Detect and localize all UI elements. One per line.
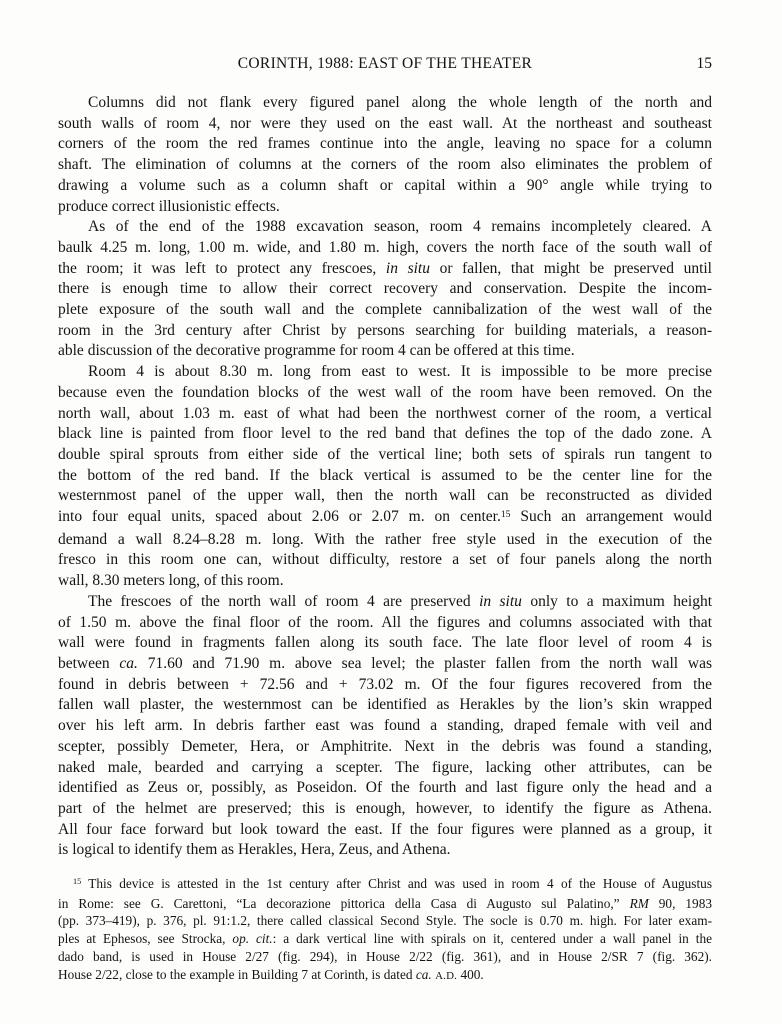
paragraph: [58, 875, 712, 985]
text-segment: baulk 4.25 m. long, 1.00 m. wide, and 1.80 m. high, covers the north face of the south wall of: [58, 238, 712, 256]
text-segment: westernmost panel of the upper wall, then the north wall can be reconstructed as divided: [58, 487, 712, 505]
text-line: [58, 758, 712, 779]
text-line: [58, 134, 712, 155]
text-segment: All four face forward but look toward the east. If the four figures were planned as a group, it: [58, 820, 712, 838]
footnote: [58, 875, 712, 985]
text-line: [58, 875, 712, 895]
page-header: [58, 53, 712, 74]
text-line: [58, 716, 712, 737]
text-segment: demand a wall 8.24–8.28 m. long. With the rather free style used in the execution of the: [58, 530, 712, 548]
text-line: [58, 114, 712, 135]
text-segment: Room 4 is about 8.30 m. long from east to west. It is impossible to be more precise: [88, 363, 712, 381]
text-segment: in situ: [385, 259, 430, 277]
text-line: [58, 799, 712, 820]
body-paragraphs: [58, 93, 712, 861]
text-segment: 71.60 and 71.90 m. above sea level; the plaster fallen from the north wall was: [137, 654, 712, 672]
text-segment: fallen wall plaster, the westernmost can be identified as Herakles by the lion’s skin wrapped: [58, 696, 712, 714]
text-line: [58, 633, 712, 654]
text-segment: double spiral sprouts from either side of the vertical line; both sets of spirals run tangent to: [58, 445, 712, 463]
text-segment: Such an arrangement would: [510, 508, 712, 526]
text-segment: is logical to identify them as Herakles, Hera, Zeus, and Athena.: [58, 841, 451, 859]
text-segment: House 2/22, close to the example in Building 7 at Corinth, is dated: [58, 966, 416, 982]
text-segment: op. cit.: [232, 931, 273, 947]
text-segment: wall, 8.30 meters long, of this room.: [58, 572, 284, 590]
text-line: [58, 571, 712, 592]
text-line: [58, 840, 712, 861]
text-segment: south walls of room 4, nor were they used on the east wall. At the northeast and southeast: [58, 114, 712, 132]
paragraph: [58, 93, 712, 217]
text-line: [58, 217, 712, 238]
text-segment: scepter, possibly Demeter, Hera, or Amphitrite. Next in the debris was found a standing,: [58, 737, 712, 755]
text-segment: in Rome: see G. Carettoni, “La decorazione pittorica della Casa di Augusto sul Palatino,”: [58, 895, 630, 911]
text-line: [58, 675, 712, 696]
text-segment: : a dark vertical line with spirals on it, centered under a wall panel in the: [272, 931, 713, 947]
text-line: [58, 966, 712, 986]
text-segment: because even the foundation blocks of the west wall of the room have been removed. On the: [58, 383, 712, 401]
text-segment: able discussion of the decorative programme for room 4 can be offered at this time.: [58, 342, 575, 360]
text-segment: drawing a volume such as a column shaft or capital within a 90° angle while trying to: [58, 176, 712, 194]
text-segment: north wall, about 1.03 m. east of what had been the northwest corner of the room, a vertical: [58, 404, 712, 422]
text-segment: The frescoes of the north wall of room 4 are preserved: [88, 592, 480, 610]
text-segment: ca.: [119, 654, 138, 672]
text-segment: or fallen, that might be preserved until: [429, 259, 712, 277]
text-line: [58, 155, 712, 176]
text-segment: wall were found in fragments fallen along its south face. The late floor level of room 4 is: [58, 634, 712, 652]
text-line: [58, 93, 712, 114]
text-segment: between: [58, 654, 120, 672]
text-segment: fresco in this room one can, without difficulty, restore a set of four panels along the north: [58, 551, 712, 569]
text-line: [58, 654, 712, 675]
paragraph: [58, 592, 712, 861]
text-line: [58, 259, 712, 280]
text-line: [58, 321, 712, 342]
text-line: [58, 383, 712, 404]
text-segment: RM: [629, 895, 649, 911]
footnote-reference: 15: [500, 508, 511, 520]
text-line: [58, 613, 712, 634]
text-segment: shaft. The elimination of columns at the corners of the room also eliminates the problem of: [58, 156, 712, 174]
footnote-reference: 15: [73, 877, 82, 887]
text-segment: the room; it was left to protect any frescoes,: [58, 259, 386, 277]
text-segment: (pp. 373–419), p. 376, pl. 91:1.2, there called classical Second Style. The socle is 0.70 m. high. For later exam-: [58, 913, 712, 929]
text-line: [58, 424, 712, 445]
text-segment: only to a maximum height: [521, 592, 713, 610]
text-segment: identified as Zeus or, possibly, as Poseidon. Of the fourth and last figure only the head and a: [58, 779, 712, 797]
text-segment: This device is attested in the 1st century after Christ and was used in room 4 of the House of Augustus: [81, 876, 712, 892]
text-segment: over his left arm. In debris farther east was found a standing, draped female with veil and: [58, 717, 712, 735]
text-segment: black line is painted from floor level to the red band that defines the top of the dado zone. A: [58, 425, 712, 443]
text-line: [58, 778, 712, 799]
text-line: [58, 737, 712, 758]
paragraph: [58, 362, 712, 592]
text-segment: A.D.: [435, 969, 458, 982]
text-segment: part of the helmet are preserved; this is enough, however, to identify the figure as Athena.: [58, 799, 712, 817]
text-segment: of 1.50 m. above the final floor of the room. All the figures and columns associated with that: [58, 613, 712, 631]
text-line: [58, 820, 712, 841]
text-line: [58, 279, 712, 300]
text-line: [58, 930, 712, 948]
running-head-title: CORINTH, 1988: EAST OF THE THEATER: [237, 55, 533, 72]
text-line: [58, 695, 712, 716]
text-line: [58, 912, 712, 930]
text-line: [58, 530, 712, 551]
text-segment: Columns did not flank every figured panel along the whole length of the north and: [88, 94, 712, 111]
text-segment: dado band, is used in House 2/27 (fig. 294), in House 2/22 (fig. 361), and in House 2/SR 7 (fig. 362).: [58, 948, 712, 964]
text-segment: plete exposure of the south wall and the complete cannibalization of the west wall of the: [58, 301, 712, 319]
text-segment: corners of the room the red frames continue into the angle, leaving no space for a column: [58, 135, 712, 153]
text-segment: ca.: [415, 966, 432, 982]
paragraph: [58, 217, 712, 362]
text-line: [58, 362, 712, 383]
text-line: [58, 404, 712, 425]
page-content: [58, 53, 712, 985]
text-segment: 90, 1983: [648, 895, 712, 911]
text-segment: As of the end of the 1988 excavation season, room 4 remains incompletely cleared. A: [88, 218, 712, 236]
text-segment: the bottom of the red band. If the black vertical is assumed to be the center line for the: [58, 466, 712, 484]
text-line: [58, 300, 712, 321]
text-segment: room in the 3rd century after Christ by persons searching for building materials, a reason-: [58, 321, 712, 339]
text-line: [58, 507, 712, 530]
text-segment: found in debris between + 72.56 and + 73.02 m. Of the four figures recovered from the: [58, 675, 712, 693]
text-segment: into four equal units, spaced about 2.06 or 2.07 m. on center.: [58, 508, 501, 526]
text-segment: there is enough time to allow their correct recovery and conservation. Despite the incom-: [58, 280, 712, 298]
text-line: [58, 550, 712, 571]
text-segment: 400.: [457, 966, 484, 982]
text-segment: ples at Ephesos, see Strocka,: [58, 931, 233, 947]
text-line: [58, 592, 712, 613]
text-segment: naked male, bearded and carrying a scepter. The figure, lacking other attributes, can be: [58, 758, 712, 776]
text-line: [58, 176, 712, 197]
text-line: [58, 341, 712, 362]
text-segment: in situ: [479, 592, 522, 610]
text-line: [58, 895, 712, 913]
text-line: [58, 445, 712, 466]
page-number: 15: [696, 55, 712, 72]
text-line: [58, 197, 712, 218]
text-line: [58, 948, 712, 966]
text-line: [58, 486, 712, 507]
text-line: [58, 238, 712, 259]
text-segment: produce correct illusionistic effects.: [58, 197, 280, 215]
text-line: [58, 466, 712, 487]
